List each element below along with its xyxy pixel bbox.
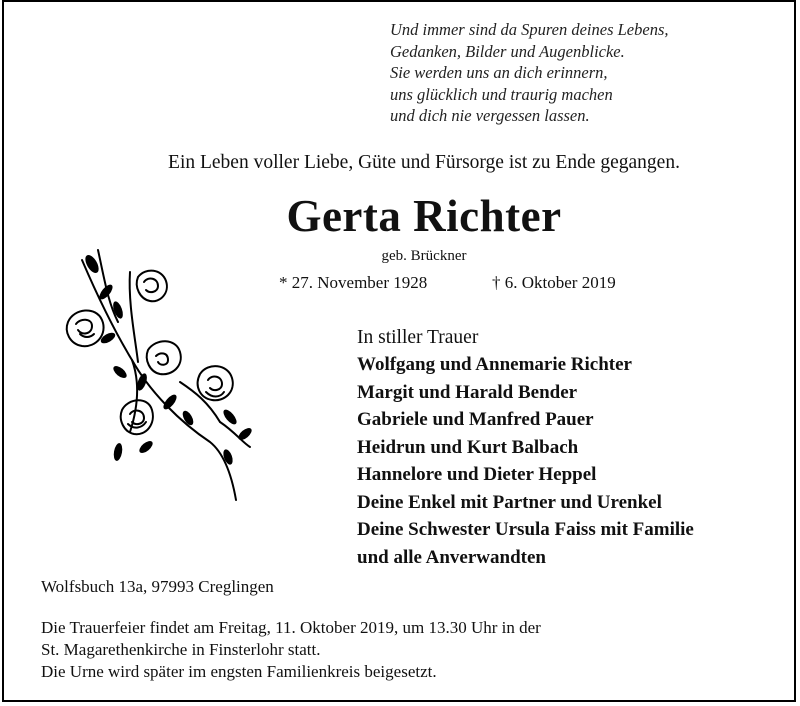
mourner-name: Wolfgang und Annemarie Richter xyxy=(357,354,632,375)
mourning-heading: In stiller Trauer xyxy=(357,327,479,348)
family-address: Wolfsbuch 13a, 97993 Creglingen xyxy=(41,577,274,596)
deceased-name: Gerta Richter xyxy=(286,191,562,241)
mourner-name: Margit und Harald Bender xyxy=(357,381,578,403)
poem-line: und dich nie vergessen lassen. xyxy=(390,106,590,125)
mourners-block xyxy=(357,325,777,571)
mourner-name: Hannelore und Dieter Heppel xyxy=(357,464,597,485)
obituary-frame xyxy=(2,0,796,702)
mourner-name: Deine Enkel mit Partner und Urenkel xyxy=(357,491,662,513)
poem-line: Und immer sind da Spuren deines Lebens, xyxy=(390,20,669,39)
funeral-line: Die Urne wird später im engsten Familienkreis beigesetzt. xyxy=(41,662,437,681)
funeral-line: Die Trauerfeier findet am Freitag, 11. Oktober 2019, um 13.30 Uhr in der xyxy=(41,618,541,637)
poem-line: Gedanken, Bilder und Augenblicke. xyxy=(390,41,625,61)
death-date: † 6. Oktober 2019 xyxy=(492,273,616,292)
mourner-name: und alle Anverwandten xyxy=(357,546,546,568)
poem xyxy=(390,19,710,127)
birth-date: * 27. November 1928 xyxy=(279,273,428,292)
mourner-name: Heidrun und Kurt Balbach xyxy=(357,436,579,458)
funeral-line: St. Magarethenkirche in Finsterlohr statt. xyxy=(41,640,321,659)
mourner-name: Gabriele und Manfred Pauer xyxy=(357,409,594,430)
rose-illustration xyxy=(60,242,260,507)
funeral-notice xyxy=(41,617,541,683)
poem-line: Sie werden uns an dich erinnern, xyxy=(390,63,608,82)
mourner-name: Deine Schwester Ursula Faiss mit Familie xyxy=(357,519,694,540)
intro-line: Ein Leben voller Liebe, Güte und Fürsorge ist zu Ende gegangen. xyxy=(168,152,680,173)
poem-line: uns glücklich und traurig machen xyxy=(390,84,613,104)
maiden-name: geb. Brückner xyxy=(381,248,467,264)
